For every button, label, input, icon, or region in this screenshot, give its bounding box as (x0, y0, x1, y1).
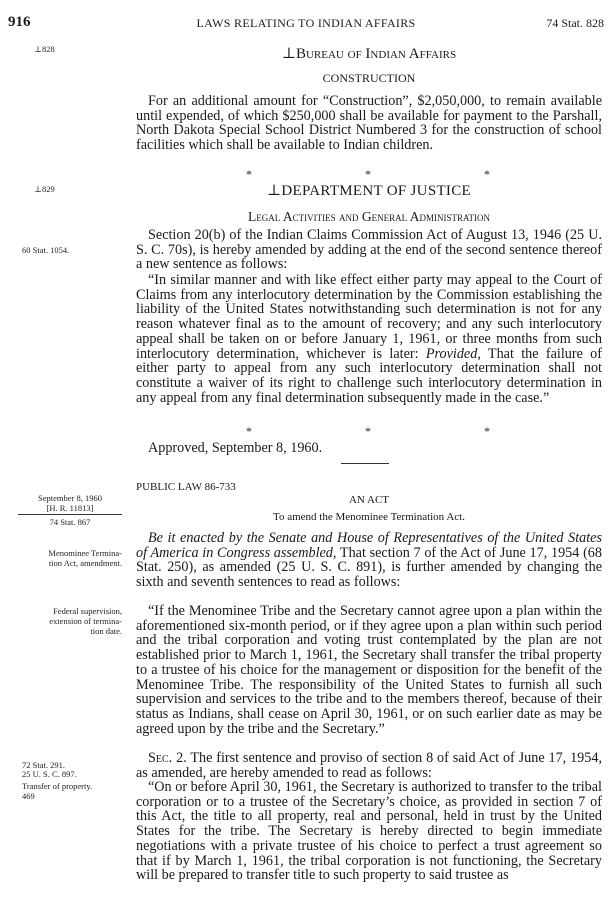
margin-federal-supervision: Federal supervision, extension of termina- tion date. (49, 606, 122, 636)
end-rule (341, 463, 389, 464)
star: * (484, 424, 490, 438)
appeal-quote-text-end: That the failure of either party to appeal from any such interlocutory determination shall not constitute a waiver of its right to challenge such interlocutory determination in any appeal from any final determination subsequently made in the case.” (136, 345, 603, 406)
star: * (246, 167, 252, 181)
star: * (246, 424, 252, 438)
legal-activities-heading: Legal Activities and General Administration (248, 209, 490, 224)
section-2-text: The first sentence and proviso of section 8 of said Act of June 17, 1954, as amended, are hereby amended to read as follows: (136, 750, 602, 781)
section-2-paragraph (136, 751, 602, 780)
section-8-quote: “On or before April 30, 1961, the Secretary is authorized to transfer to the tribal corporation or to a trustee of the Secretary’s choice, as provided in section 7 of this Act, the title to all property, real and personal, held in trust by the United States for the tribe. The Secretary is hereby directed to begin immediate negotiations with a private trustee of his choice to perfect a trust agreement so that if by March 1, 1961, the tribal corporation is not functioning, the Secretary will be prepared to transfer title to such property to said trustee as (136, 779, 602, 884)
margin-ref-829: ⊥829 (34, 184, 55, 194)
act-purpose: To amend the Menominee Termination Act. (273, 511, 465, 523)
header-stat-reference: 74 Stat. 828 (546, 16, 604, 30)
margin-stat-1054: 60 Stat. 1054. (22, 245, 70, 255)
section-break-stars-2 (136, 424, 602, 439)
page-number: 916 (8, 14, 31, 30)
star: * (365, 167, 371, 181)
appeal-quote-text: “In similar manner and with like effect either party may appeal to the Court of Claims from any interlocutory determination by the Commission establishing the liability of the United States notwithstanding such determination is not for any reason whatever final as to the amount of recovery; and any such interlocutory appeal shall be taken on or before January 1, 1961, or three months from such interlocutory determination, whichever is later: (136, 272, 602, 362)
section-2-label: Sec. 2. (148, 750, 187, 766)
margin-rule (18, 514, 122, 515)
section-break-stars-1 (136, 167, 602, 182)
justice-heading: ⊥DEPARTMENT OF JUSTICE (266, 183, 471, 199)
margin-stat-291: 72 Stat. 291. (22, 760, 65, 770)
section-20b-paragraph: Section 20(b) of the Indian Claims Commission Act of August 13, 1946 (25 U. S. C. 70s), is hereby amended by adding at the end of the second sentence thereof a new sentence as follows: (136, 227, 602, 273)
star: * (484, 167, 490, 181)
enacting-clause (136, 531, 602, 590)
margin-bill-number: [H. R. 11813] (46, 503, 94, 513)
margin-469: 469 (22, 791, 35, 801)
star: * (365, 424, 371, 438)
construction-heading: CONSTRUCTION (322, 71, 416, 85)
approved-line: Approved, September 8, 1960. (148, 440, 323, 456)
appeal-quote-paragraph (136, 273, 602, 405)
margin-date: September 8, 1960 (38, 493, 102, 503)
margin-ref-828: ⊥828 (34, 44, 55, 54)
margin-usc-897: 25 U. S. C. 897. (22, 769, 77, 779)
enacting-italic: Be it enacted by the Senate and House of Representatives of the United States of America in Congress assembled, (136, 530, 602, 561)
margin-menominee-amendment: Menominee Termina- tion Act, amendment. (48, 548, 122, 568)
an-act-heading: AN ACT (348, 494, 390, 506)
section-7-quote: “If the Menominee Tribe and the Secretary cannot agree upon a plan within the aforementioned six-month period, or if they agree upon a plan within such period and the tribal corporation and voting trust contemplated by the plan are not established prior to March 1, 1961, the Secretary shall transfer the tribal property to a trustee of his choice for the management or disposition for the benefit of the Menominee Tribe. The responsibility of the United States to furnish all such supervision and services to the tribe and to the members thereof, because of their status as Indians, shall cease on April 30, 1961, or on such earlier date as may be agreed upon by the tribe and the Secretary.” (136, 603, 602, 737)
construction-paragraph: For an additional amount for “Construction”, $2,050,000, to remain available until expended, of which $250,000 shall be available for payment to the Parshall, North Dakota Special School District Numbered 3 for the construction of school facilities which shall be available to Indian children. (136, 93, 602, 154)
provided-italic: Provided, (425, 345, 481, 362)
bureau-heading: ⊥Bureau of Indian Affairs (281, 46, 457, 62)
margin-stat-867: 74 Stat. 867 (49, 517, 91, 527)
public-law-number: PUBLIC LAW 86-733 (136, 481, 236, 493)
margin-transfer-property: Transfer of property. (22, 781, 93, 791)
enacting-text: That section 7 of the Act of June 17, 1954 (68 Stat. 250), as amended (25 U. S. C. 891), is further amended by changing the sixth and seventh sentences to read as follows: (136, 544, 602, 591)
running-title: LAWS RELATING TO INDIAN AFFAIRS (196, 16, 416, 30)
